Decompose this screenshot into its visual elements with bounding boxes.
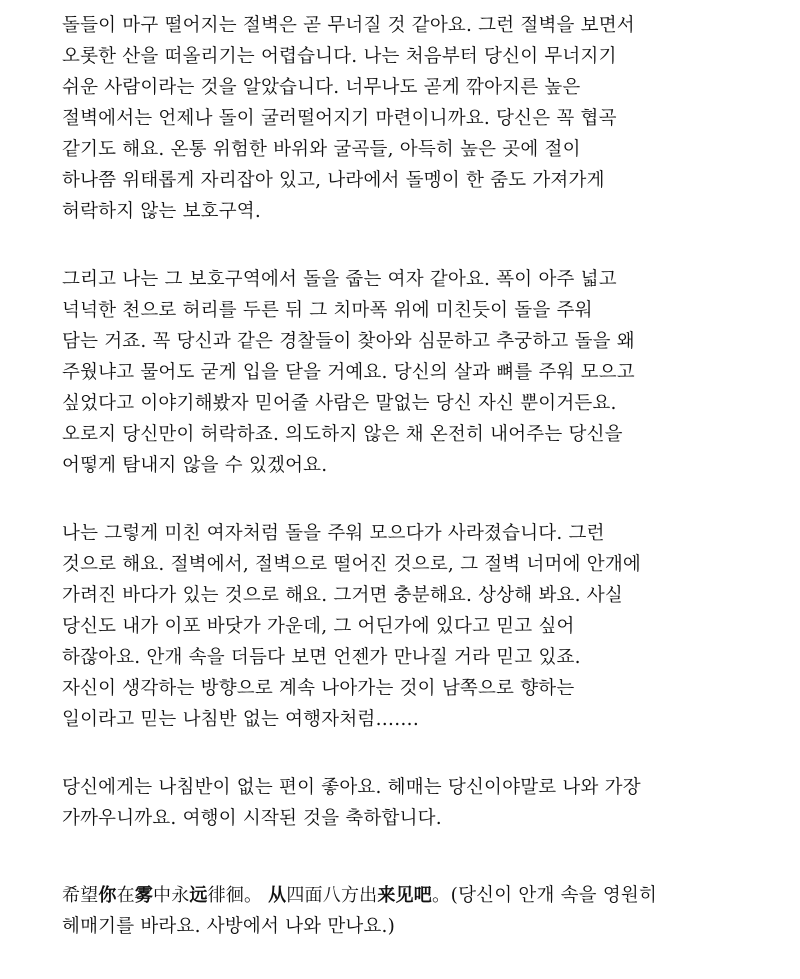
mixed-language-line [62,880,762,911]
text-line: 나는 그렇게 미친 여자처럼 돌을 주워 모으다가 사라졌습니다. 그런 [62,523,605,544]
text-line: 당신도 내가 이포 바닷가 가운데, 그 어딘가에 있다고 믿고 싶어 [62,616,575,637]
text-line: 가까우니까요. 여행이 시작된 것을 축하합니다. [62,808,442,829]
text-line: 자신이 생각하는 방향으로 계속 나아가는 것이 남쪽으로 향하는 [62,678,575,699]
korean-text: 。(당신이 안개 속을 영원히 [431,885,658,906]
text-line: 쉬운 사람이라는 것을 알았습니다. 너무나도 곧게 깎아지른 높은 [62,77,581,98]
chinese-text: 四面八方出 [286,885,378,906]
chinese-text: 徘徊。 [207,885,269,906]
text-line: 헤매기를 바라요. 사방에서 나와 만나요.) [62,916,396,937]
text-line: 허락하지 않는 보호구역. [62,201,261,222]
text-line: 돌들이 마구 떨어지는 절벽은 곧 무너질 것 같아요. 그런 절벽을 보면서 [62,15,635,36]
text-line: 넉넉한 천으로 허리를 두른 뒤 그 치마폭 위에 미친듯이 돌을 주워 [62,300,593,321]
paragraph-2 [62,264,762,481]
text-line: 가려진 바다가 있는 것으로 해요. 그거면 충분해요. 상상해 봐요. 사실 [62,585,623,606]
chinese-text: 在 [116,885,135,906]
chinese-text-bold: 雾 [134,885,154,906]
text-line: 담는 거죠. 꼭 당신과 같은 경찰들이 찾아와 심문하고 추궁하고 돌을 왜 [62,331,635,352]
chinese-text-bold: 来见吧 [377,885,432,906]
text-line: 어떻게 탐내지 않을 수 있겠어요. [62,455,328,476]
text-line: 하잖아요. 안개 속을 더듬다 보면 언젠가 만나질 거라 믿고 있죠. [62,647,581,668]
text-line: 오롯한 산을 떠올리기는 어렵습니다. 나는 처음부터 당신이 무너지기 [62,46,617,67]
text-line: 싶었다고 이야기해봤자 믿어줄 사람은 말없는 당신 자신 뿐이거든요. [62,393,617,414]
text-line: 것으로 해요. 절벽에서, 절벽으로 떨어진 것으로, 그 절벽 너머에 안개에 [62,554,641,575]
chinese-text-bold: 远 [189,885,208,906]
paragraph-5 [62,880,762,942]
chinese-text: 希望 [62,885,99,906]
text-line: 당신에게는 나침반이 없는 편이 좋아요. 헤매는 당신이야말로 나와 가장 [62,777,641,798]
chinese-text: 中永 [153,885,190,906]
text-line: 그리고 나는 그 보호구역에서 돌을 줍는 여자 같아요. 폭이 아주 넓고 [62,269,617,290]
text-line: 주웠냐고 물어도 굳게 입을 닫을 거예요. 당신의 살과 뼈를 주워 모으고 [62,362,635,383]
chinese-text-bold: 从 [268,885,287,906]
text-line: 일이라고 믿는 나침반 없는 여행자처럼……. [62,709,419,730]
paragraph-1 [62,10,762,227]
paragraph-3 [62,518,762,735]
text-line: 절벽에서는 언제나 돌이 굴러떨어지기 마련이니까요. 당신은 꼭 협곡 [62,108,617,129]
chinese-text-bold: 你 [98,885,117,906]
text-line: 오로지 당신만이 허락하죠. 의도하지 않은 채 온전히 내어주는 당신을 [62,424,623,445]
text-line: 하나쯤 위태롭게 자리잡아 있고, 나라에서 돌멩이 한 줌도 가져가게 [62,170,605,191]
text-line: 같기도 해요. 온통 위험한 바위와 굴곡들, 아득히 높은 곳에 절이 [62,139,581,160]
paragraph-4 [62,772,762,834]
